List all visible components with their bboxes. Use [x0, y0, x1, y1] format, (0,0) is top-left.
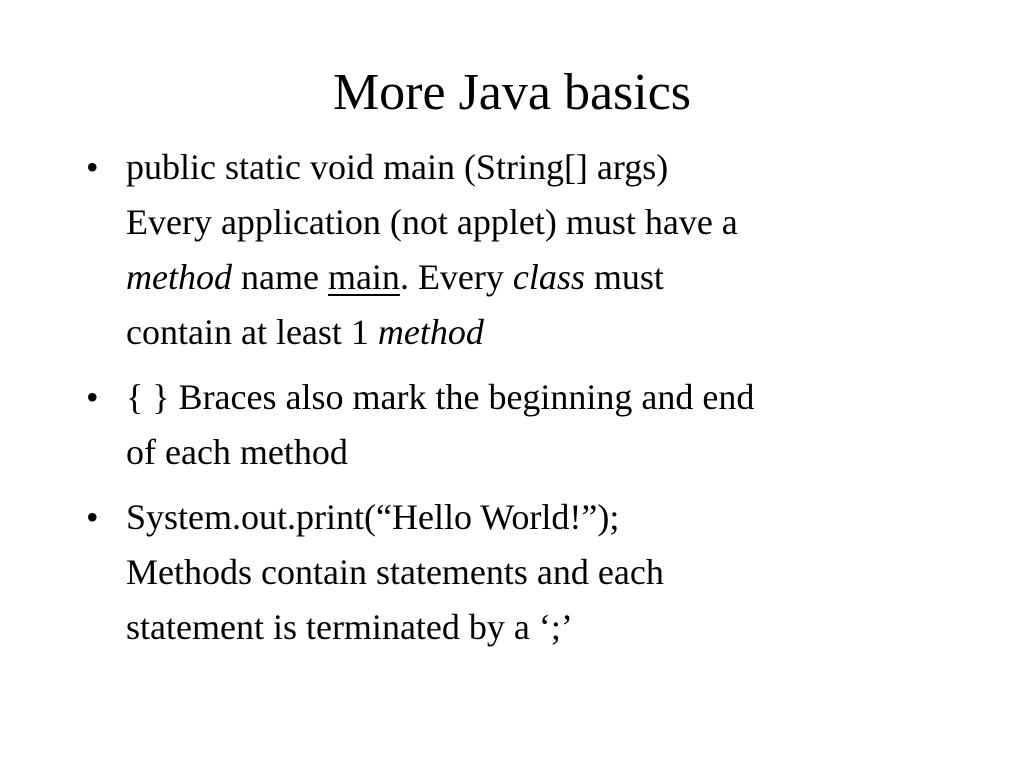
- bullet-marker: •: [86, 147, 99, 187]
- slide-title: More Java basics: [332, 64, 692, 121]
- bullet-1-line-1: public static void main (String[] args): [126, 147, 669, 187]
- underlined-main-term: main: [327, 257, 400, 297]
- bullet-item-print-statement: [78, 490, 948, 655]
- bullet-item-main-method: [78, 140, 948, 360]
- bullet-list: [78, 140, 948, 665]
- bullet-1-line-3: [126, 250, 948, 305]
- text-contain-at-least: contain at least 1: [126, 312, 378, 352]
- text-name: name: [231, 257, 328, 297]
- bullet-2-line-1: { } Braces also mark the beginning and end: [126, 377, 755, 417]
- bullet-marker: •: [86, 497, 99, 537]
- bullet-1-line-2: Every application (not applet) must have a: [126, 202, 738, 242]
- text-every: . Every: [399, 257, 513, 297]
- italic-class-term: class: [512, 257, 585, 297]
- bullet-marker: •: [86, 377, 99, 417]
- bullet-3-line-3: statement is terminated by a ‘;’: [126, 607, 573, 647]
- text-must: must: [584, 257, 664, 297]
- bullet-item-braces: [78, 370, 948, 480]
- italic-method-term: method: [126, 257, 232, 297]
- bullet-1-line-4: [126, 305, 948, 360]
- bullet-3-line-1: System.out.print(“Hello World!”);: [126, 497, 620, 537]
- bullet-2-line-2: of each method: [126, 432, 348, 472]
- italic-method-term-2: method: [377, 312, 484, 352]
- bullet-3-line-2: Methods contain statements and each: [126, 552, 664, 592]
